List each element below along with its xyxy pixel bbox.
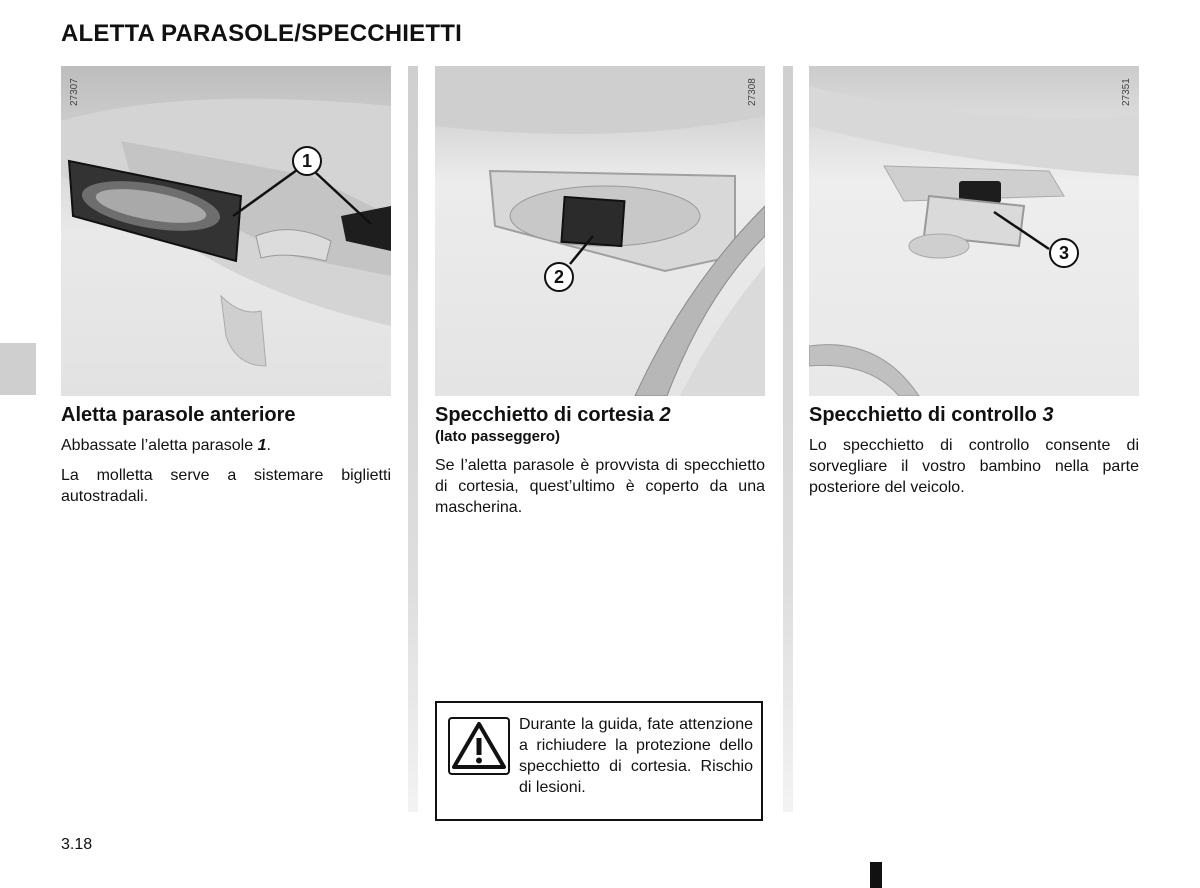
warning-box	[435, 701, 763, 821]
figure-code: 27307	[69, 78, 80, 106]
callout-2-leader	[435, 66, 765, 396]
section-subheading: (lato passeggero)	[435, 428, 561, 445]
callout-3-leader	[809, 66, 1139, 396]
section-vanity-mirror	[435, 403, 765, 518]
figure-code: 27308	[747, 78, 758, 106]
warning-triangle-icon	[448, 717, 510, 775]
callout-2: 2	[544, 262, 574, 292]
chapter-tab	[0, 343, 36, 395]
figure-control-mirror	[809, 66, 1139, 396]
section-sun-visor	[61, 403, 391, 507]
paragraph: Abbassate l’aletta parasole 1.	[61, 437, 271, 454]
callout-1: 1	[292, 146, 322, 176]
warning-text: Durante la guida, fate attenzione a richiudere la protezione dello specchietto di cortesia. Rischio di lesioni.	[519, 716, 753, 796]
page-number: 3.18	[61, 836, 93, 853]
section-heading: Specchietto di controllo 3	[809, 404, 1054, 426]
page-edge-marker	[870, 862, 882, 888]
paragraph: La molletta serve a sistemare biglietti autostradali.	[61, 467, 391, 505]
paragraph: Se l’aletta parasole è provvista di specchietto di cortesia, quest’ultimo è coperto da una mascherina.	[435, 457, 765, 516]
section-heading: Specchietto di cortesia 2	[435, 404, 671, 426]
warning-triangle-shape	[450, 719, 508, 773]
page-title: ALETTA PARASOLE/SPECCHIETTI	[61, 20, 462, 47]
figure-vanity-mirror	[435, 66, 765, 396]
callout-3: 3	[1049, 238, 1079, 268]
figure-code: 27351	[1121, 78, 1132, 106]
column-divider-1	[408, 66, 418, 812]
callout-1-leaders	[61, 66, 391, 396]
figure-sun-visor	[61, 66, 391, 396]
paragraph: Lo specchietto di controllo consente di sorvegliare il vostro bambino nella parte posteriore del veicolo.	[809, 437, 1139, 496]
column-divider-2	[783, 66, 793, 812]
section-heading: Aletta parasole anteriore	[61, 404, 296, 426]
section-control-mirror	[809, 403, 1139, 498]
